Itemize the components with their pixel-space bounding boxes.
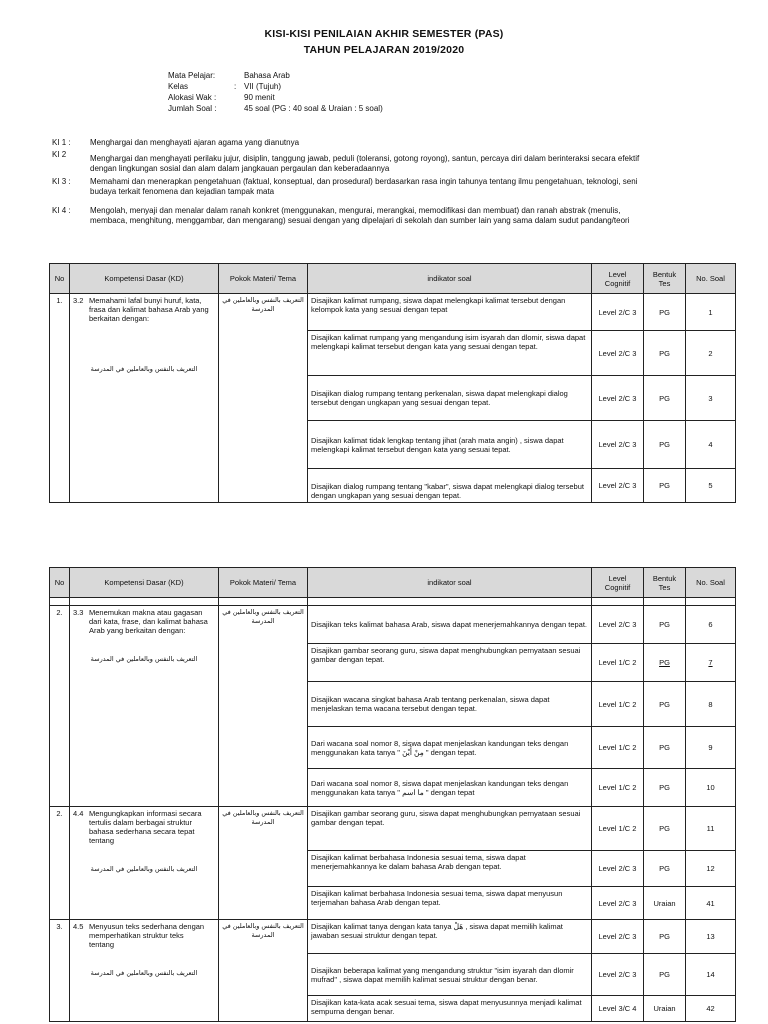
- col-indikator: indikator soal: [308, 568, 592, 598]
- indikator-cell: Disajikan gambar seorang guru, siswa dapat menghubungkan pernyataan sesuai gambar dengan tepat.: [308, 807, 592, 851]
- nosoal-cell: 14: [686, 954, 736, 996]
- kd-text: Menemukan makna atau gagasan dari kata, frase, dan kalimat bahasa Arab yang berkaitan dengan:: [89, 608, 208, 635]
- level-cell: Level 2/C 3: [592, 954, 644, 996]
- col-nosoal: No. Soal: [686, 568, 736, 598]
- bentuk-cell: PG: [644, 769, 686, 807]
- info-sep: [234, 93, 244, 104]
- row-no: 2.: [50, 807, 70, 920]
- ki-code: KI 2: [52, 150, 67, 159]
- indikator-cell: Disajikan kalimat berbahasa Indonesia sesuai tema, siswa dapat menyusun terjemahan bahasa Arab dengan tepat.: [308, 887, 592, 920]
- bentuk-cell: PG: [644, 920, 686, 954]
- pokok-cell: [219, 606, 308, 807]
- info-row: [168, 104, 385, 115]
- col-no: No: [50, 568, 70, 598]
- table-row: [50, 920, 736, 954]
- col-kd: Kompetensi Dasar (KD): [70, 568, 219, 598]
- indikator-cell: Disajikan teks kalimat bahasa Arab, siswa dapat menerjemahkannya dengan tepat.: [308, 606, 592, 644]
- document-title: KISI-KISI PENILAIAN AKHIR SEMESTER (PAS): [264, 28, 504, 40]
- indikator-cell: Disajikan kalimat tanya dengan kata tanya هَلْ , siswa dapat memilih kalimat jawaban sesuai struktur dengan tepat.: [308, 920, 592, 954]
- kd-cell: [70, 294, 219, 503]
- indikator-cell: Disajikan kalimat rumpang, siswa dapat melengkapi kalimat tersebut dengan kelompok kata yang sesuai dengan tepat: [308, 294, 592, 331]
- level-cell: Level 2/C 3: [592, 376, 644, 421]
- ki-text: Memahami dan menerapkan pengetahuan (faktual, konseptual, dan prosedural) berdasarkan rasa ingin tahunya tentang ilmu pengetahuan, teknologi, seni budaya terkait fenomena dan kejadian tampak mata: [90, 177, 638, 196]
- nosoal-cell: 2: [686, 331, 736, 376]
- table-row: [50, 294, 736, 331]
- indikator-cell: Disajikan wacana singkat bahasa Arab tentang perkenalan, siswa dapat menjelaskan tema wacana tersebut dengan tepat.: [308, 682, 592, 727]
- col-indikator: indikator soal: [308, 264, 592, 294]
- level-cell: Level 2/C 3: [592, 920, 644, 954]
- col-bentuk: Bentuk Tes: [644, 264, 686, 294]
- nosoal-cell: 5: [686, 469, 736, 503]
- bentuk-cell: PG: [644, 807, 686, 851]
- nosoal-cell: 4: [686, 421, 736, 469]
- ki-code: KI 1 :: [52, 138, 71, 147]
- nosoal-cell: 41: [686, 887, 736, 920]
- level-cell: Level 1/C 2: [592, 682, 644, 727]
- info-row: [168, 71, 385, 82]
- indikator-cell: Disajikan gambar seorang guru, siswa dapat menghubungkan pernyataan sesuai gambar dengan tepat.: [308, 644, 592, 682]
- info-row: [168, 93, 385, 104]
- info-label: Mata Pelajar:: [168, 71, 216, 80]
- nosoal-cell: 11: [686, 807, 736, 851]
- pokok-cell: [219, 807, 308, 920]
- level-cell: Level 1/C 2: [592, 807, 644, 851]
- indikator-cell: Disajikan dialog rumpang tentang "kabar", siswa dapat melengkapi dialog tersebut dengan ungkapan yang sesuai dengan tepat.: [308, 469, 592, 503]
- kd-number: 3.3: [73, 608, 84, 617]
- bentuk-cell: PG: [644, 851, 686, 887]
- indikator-cell: Dari wacana soal nomor 8, siswa dapat menjelaskan kandungan teks dengan menggunakan kata tanya " مِنْ أَيْنَ " dengan tepat.: [308, 727, 592, 769]
- bentuk-cell: PG: [644, 682, 686, 727]
- indikator-cell: Dari wacana soal nomor 8, siswa dapat menjelaskan kandungan teks dengan menggunakan kata tanya " ما اسم " dengan tepat: [308, 769, 592, 807]
- table-header-row: [50, 264, 736, 294]
- nosoal-cell: 12: [686, 851, 736, 887]
- info-row: [168, 82, 385, 93]
- kisi-table-1: [49, 263, 736, 503]
- level-cell: Level 2/C 3: [592, 887, 644, 920]
- ki-text: Menghargai dan menghayati ajaran agama yang dianutnya: [90, 138, 300, 147]
- bentuk-cell: PG: [644, 376, 686, 421]
- bentuk-cell: PG: [644, 469, 686, 503]
- ki-code: KI 3 :: [52, 177, 71, 186]
- level-cell: Level 1/C 2: [592, 727, 644, 769]
- col-kd: Kompetensi Dasar (KD): [70, 264, 219, 294]
- info-label: Kelas: [168, 82, 189, 91]
- table-row: [50, 606, 736, 644]
- bentuk-cell: PG: [644, 331, 686, 376]
- kd-number: 4.5: [73, 922, 84, 931]
- info-value: Bahasa Arab: [244, 71, 290, 80]
- info-value: 90 menit: [244, 93, 275, 102]
- kd-cell: [70, 807, 219, 920]
- kd-cell: [70, 606, 219, 807]
- nosoal-cell: 3: [686, 376, 736, 421]
- pokok-arabic: التعريف بالنفس وبالعاملين في المدرسة: [222, 922, 304, 939]
- level-cell: Level 3/C 4: [592, 996, 644, 1022]
- level-cell: Level 2/C 3: [592, 851, 644, 887]
- kd-cell: [70, 920, 219, 1022]
- kd-text: Menyusun teks sederhana dengan memperhatikan struktur teks tentang: [89, 922, 205, 949]
- bentuk-cell: PG: [644, 727, 686, 769]
- document-subtitle: TAHUN PELAJARAN 2019/2020: [303, 44, 465, 56]
- level-cell: Level 2/C 3: [592, 331, 644, 376]
- nosoal-cell: 10: [686, 769, 736, 807]
- row-no: 1.: [50, 294, 70, 503]
- pokok-cell: [219, 294, 308, 503]
- nosoal-cell: 7: [686, 644, 736, 682]
- pokok-arabic: التعريف بالنفس وبالعاملين في المدرسة: [222, 296, 304, 313]
- kd-number: 4.4: [73, 809, 84, 818]
- table-row: [50, 807, 736, 851]
- indikator-cell: Disajikan beberapa kalimat yang mengandung struktur "isim isyarah dan dlomir mufrad" , siswa dapat memilih kalimat sesuai struktur dengan benar.: [308, 954, 592, 996]
- bentuk-cell: PG: [644, 294, 686, 331]
- bentuk-cell: PG: [644, 606, 686, 644]
- col-level: Level Cognitif: [592, 264, 644, 294]
- info-sep: [234, 71, 244, 82]
- table-header-row: [50, 568, 736, 598]
- nosoal-cell: 13: [686, 920, 736, 954]
- bentuk-cell: Uraian: [644, 996, 686, 1022]
- row-no: 2.: [50, 606, 70, 807]
- nosoal-cell: 9: [686, 727, 736, 769]
- ki-text: Menghargai dan menghayati perilaku jujur, disiplin, tanggung jawab, peduli (toleransi, gotong royong), santun, percaya diri dalam berinteraksi secara efektif dengan lingkungan sosial dan alam dalam jangkauan pergaulan dan keberadaannya: [90, 154, 640, 173]
- info-value: 45 soal (PG : 40 soal & Uraian : 5 soal): [244, 104, 383, 113]
- col-no: No: [50, 264, 70, 294]
- bentuk-cell: PG: [644, 954, 686, 996]
- nosoal-cell: 1: [686, 294, 736, 331]
- bentuk-cell: Uraian: [644, 887, 686, 920]
- kd-text: Mengungkapkan informasi secara tertulis dalam berbagai struktur bahasa sederhana secara tepat tentang: [89, 809, 202, 845]
- level-cell: Level 2/C 3: [592, 606, 644, 644]
- level-cell: Level 2/C 3: [592, 294, 644, 331]
- col-pokok: Pokok Materi/ Tema: [219, 568, 308, 598]
- info-sep: [234, 104, 244, 115]
- kd-text: Memahami lafal bunyi huruf, kata, frasa dan kalimat bahasa Arab yang berkaitan dengan:: [89, 296, 209, 323]
- ki-code: KI 4 :: [52, 206, 71, 215]
- nosoal-cell: 8: [686, 682, 736, 727]
- subject-info: [168, 71, 385, 115]
- info-label: Alokasi Wak :: [168, 93, 217, 102]
- pokok-cell: [219, 920, 308, 1022]
- kd-arabic: التعريف بالنفس وبالعاملين في المدرسة: [90, 655, 198, 663]
- indikator-cell: Disajikan kalimat tidak lengkap tentang jihat (arah mata angin) , siswa dapat melengkapi kalimat tersebut dengan kata yang sesuai tepat.: [308, 421, 592, 469]
- pokok-arabic: التعريف بالنفس وبالعاملين في المدرسة: [222, 809, 304, 826]
- col-nosoal: No. Soal: [686, 264, 736, 294]
- row-no: 3.: [50, 920, 70, 1022]
- nosoal-cell: 42: [686, 996, 736, 1022]
- info-sep: :: [234, 82, 237, 91]
- level-cell: Level 1/C 2: [592, 769, 644, 807]
- info-value: VII (Tujuh): [244, 82, 282, 91]
- kd-number: 3.2: [73, 296, 84, 305]
- nosoal-cell: 6: [686, 606, 736, 644]
- header-spacer-row: [50, 598, 736, 606]
- kd-arabic: التعريف بالنفس وبالعاملين في المدرسة: [90, 865, 198, 873]
- kd-arabic: التعريف بالنفس وبالعاملين في المدرسة: [90, 969, 198, 977]
- indikator-cell: Disajikan kata-kata acak sesuai tema, siswa dapat menyusunnya menjadi kalimat sempurna dengan benar.: [308, 996, 592, 1022]
- ki-text: Mengolah, menyaji dan menalar dalam ranah konkret (menggunakan, mengurai, merangkai, memodifikasi dan membuat) dan ranah abstrak (menulis, membaca, menghitung, menggambar, dan mengarang) sesuai dengan yang dipelajari di sekolah dan sumber lain yang sama dalam sudut pandang/teori: [90, 206, 630, 225]
- info-label: Jumlah Soal :: [168, 104, 217, 113]
- col-level: Level Cognitif: [592, 568, 644, 598]
- indikator-cell: Disajikan kalimat rumpang yang mengandung isim isyarah dan dlomir, siswa dapat melengkapi kalimat tersebut dengan kata yang sesuai dengan tepat.: [308, 331, 592, 376]
- bentuk-cell: PG: [644, 421, 686, 469]
- kisi-table-2: [49, 567, 736, 1022]
- level-cell: Level 1/C 2: [592, 644, 644, 682]
- col-bentuk: Bentuk Tes: [644, 568, 686, 598]
- pokok-arabic: التعريف بالنفس وبالعاملين في المدرسة: [222, 608, 304, 625]
- indikator-cell: Disajikan kalimat berbahasa Indonesia sesuai tema, siswa dapat menerjemahkannya ke dalam bahasa Arab dengan tepat.: [308, 851, 592, 887]
- bentuk-cell: PG: [644, 644, 686, 682]
- level-cell: Level 2/C 3: [592, 421, 644, 469]
- col-pokok: Pokok Materi/ Tema: [219, 264, 308, 294]
- kd-arabic: التعريف بالنفس وبالعاملين في المدرسة: [90, 365, 198, 373]
- indikator-cell: Disajikan dialog rumpang tentang perkenalan, siswa dapat melengkapi dialog tersebut dengan ungkapan yang sesuai dengan tepat.: [308, 376, 592, 421]
- level-cell: Level 2/C 3: [592, 469, 644, 503]
